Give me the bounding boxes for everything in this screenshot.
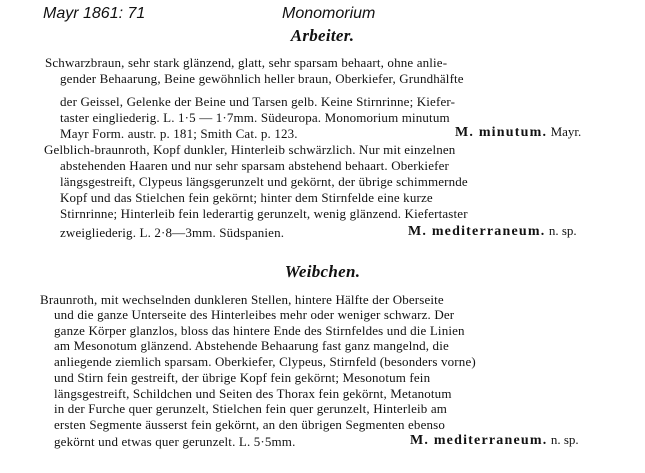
text-line: längsgestreift, Clypeus längsgerunzelt und gekörnt, der übrige schimmernde — [60, 174, 468, 189]
text-line: längsgestreift, Schildchen und Seiten des Thorax fein gekörnt, Metanotum — [54, 386, 452, 401]
text-line: am Mesonotum glänzend. Abstehende Behaarung fast ganz mangelnd, die — [54, 338, 449, 353]
text-line: taster eingliederig. L. 1·5 — 1·7mm. Südeuropa. Monomorium minutum — [60, 110, 450, 125]
text-line: Mayr Form. austr. p. 181; Smith Cat. p. 123. — [60, 126, 298, 141]
genus-annotation: Monomorium — [282, 5, 376, 22]
female-heading: Weibchen. — [284, 262, 361, 281]
text-line: und Stirn fein gestreift, der übrige Kopf fein gekörnt; Mesonotum fein — [54, 370, 431, 385]
species-name-line — [408, 223, 577, 239]
species-name: M. mediterraneum. — [408, 224, 546, 239]
species-name: M. minutum. — [455, 125, 548, 140]
text-line: ersten Segmente äusserst fein gekörnt, an den übrigen Segmenten ebenso — [54, 417, 445, 432]
text-line: ganze Körper glanzlos, bloss das hintere Ende des Stirnfeldes und die Linien — [54, 323, 465, 338]
species-author: n. sp. — [548, 223, 577, 238]
species-author: Mayr. — [550, 124, 582, 139]
species-name-line — [410, 432, 579, 448]
species-name: M. mediterraneum. — [410, 433, 548, 448]
text-line: abstehenden Haaren und nur sehr sparsam abstehend behaart. Oberkiefer — [60, 158, 449, 173]
citation-annotation: Mayr 1861: 71 — [43, 5, 146, 22]
text-line: der Geissel, Gelenke der Beine und Tarsen gelb. Keine Stirnrinne; Kiefer- — [60, 94, 456, 109]
text-line: und die ganze Unterseite des Hinterleibes mehr oder weniger schwarz. Der — [54, 307, 455, 322]
species-name-line — [455, 124, 581, 140]
worker-heading: Arbeiter. — [290, 26, 355, 45]
text-line: gekörnt und etwas quer gerunzelt. L. 5·5mm. — [54, 434, 296, 449]
text-line: gender Behaarung, Beine gewöhnlich heller braun, Oberkiefer, Grundhälfte — [60, 71, 464, 86]
text-line: Braunroth, mit wechselnden dunkleren Stellen, hintere Hälfte der Oberseite — [40, 292, 444, 307]
text-line: Schwarzbraun, sehr stark glänzend, glatt, sehr sparsam behaart, ohne anlie- — [45, 55, 448, 70]
text-line: Gelblich-braunroth, Kopf dunkler, Hinterleib schwärzlich. Nur mit einzelnen — [44, 142, 456, 157]
text-line: zweigliederig. L. 2·8—3mm. Südspanien. — [60, 225, 285, 240]
text-line: in der Furche quer gerunzelt, Stielchen fein quer gerunzelt, Hinterleib am — [54, 401, 448, 416]
species-author: n. sp. — [550, 432, 579, 447]
text-line: Stirnrinne; Hinterleib fein lederartig gerunzelt, wenig glänzend. Kiefertaster — [60, 206, 468, 221]
text-line: Kopf und das Stielchen fein gekörnt; hinter dem Stirnfelde eine kurze — [60, 190, 433, 205]
text-line: anliegende ziemlich sparsam. Oberkiefer, Clypeus, Stirnfeld (besonders vorne) — [54, 354, 476, 369]
